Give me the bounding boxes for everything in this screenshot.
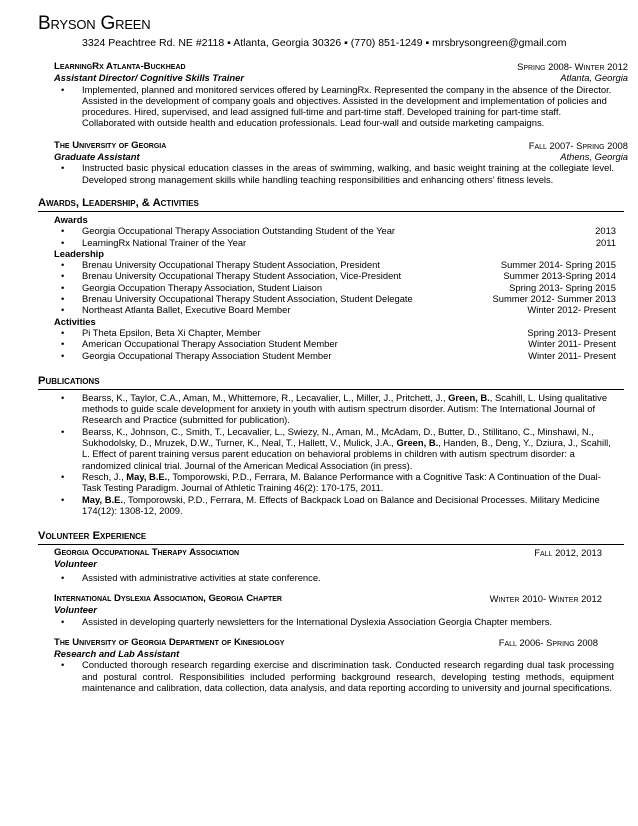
list-item: • Brenau University Occupational Therapy Student Association, Vice-President Summer 2013-Spring 2014 xyxy=(38,270,616,281)
organization-name: International Dyslexia Association, Georgia Chapter xyxy=(54,592,282,604)
volunteer-entry xyxy=(54,593,628,616)
contact-line: 3324 Peachtree Rd. NE #2118 ▪ Atlanta, Georgia 30326 ▪ (770) 851-1249 ▪ mrsbrysongreen@gmail.com xyxy=(82,37,567,49)
job-location: Athens, Georgia xyxy=(560,151,628,163)
experience-bullets xyxy=(38,162,628,185)
volunteer-bullets xyxy=(38,616,628,627)
volunteer-role: Research and Lab Assistant xyxy=(54,648,180,660)
volunteer-role: Volunteer xyxy=(54,558,97,570)
section-heading-publications: Publications xyxy=(38,375,624,390)
subsection-label: Awards xyxy=(54,213,88,225)
volunteer-dates: Winter 2010- Winter 2012 xyxy=(489,592,602,604)
section-heading-awards: Awards, Leadership, & Activities xyxy=(38,197,624,212)
list-item: • Brenau University Occupational Therapy Student Association, President Summer 2014- Spring 2015 xyxy=(38,259,616,270)
list-item: • Brenau University Occupational Therapy Student Association, Student Delegate Summer 2012- Summer 2013 xyxy=(38,293,616,304)
volunteer-entry xyxy=(54,547,628,570)
job-location: Atlanta, Georgia xyxy=(560,72,628,84)
experience-bullets xyxy=(38,84,628,129)
volunteer-role: Volunteer xyxy=(54,604,97,616)
publications-list xyxy=(38,392,628,516)
publication-item: • May, B.E., Tomporowski, P.D., Ferrara, M. Effects of Backpack Load on Balance and Decisional Processes. Military Medicine 174(12): 1308-12, 2009. xyxy=(38,494,614,517)
volunteer-bullets xyxy=(38,659,628,693)
list-item: • Georgia Occupation Therapy Association, Student Liaison Spring 2013- Spring 2015 xyxy=(38,282,616,293)
employer-name: The University of Georgia xyxy=(54,139,167,151)
subsection-label: Activities xyxy=(54,315,96,327)
list-item: • Georgia Occupational Therapy Association Student Member Winter 2011- Present xyxy=(38,350,616,361)
volunteer-bullets xyxy=(38,572,628,583)
bullet-item: • Instructed basic physical education classes in the areas of swimming, walking, and basic weight training at the collegiate level. Developed strong management skills while handling teaching responsibilities and enhancing others’ fitness levels. xyxy=(38,162,614,185)
publication-item: • Resch, J., May, B.E., Tomporowski, P.D., Ferrara, M. Balance Performance with a Cognitive Task: A Continuation of the Dual-Task Testing Paradigm. Journal of Athletic Training 46(2): 170-175, 2011. xyxy=(38,471,614,494)
experience-entry xyxy=(54,61,628,84)
volunteer-entry xyxy=(54,637,628,660)
employer-name: LearningRx Atlanta-Buckhead xyxy=(54,61,186,72)
section-heading-volunteer: Volunteer Experience xyxy=(38,530,624,545)
publication-item: • Bearss, K., Johnson, C., Smith, T., Lecavalier, L., Swiezy, N., Aman, M., McAdam, D., Butter, D., Stillitano, C., Minshawi, N., Sukhodolsky, D., Mruzek, D.W., Turner, K., Neal, T., Hallett, V., Mulick, J.A., Green, B., Handen, B., Deng, Y., Dziura, J., Scahill, L. Effect of parent training versus parent education on behavioral problems in children with autism spectrum disorder: a randomized clinical trial. Journal of the American Medical Association (in press). xyxy=(38,426,614,471)
bullet-item: • Assisted with administrative activities at state conference. xyxy=(38,572,614,583)
bullet-item: • Assisted in developing quarterly newsletters for the International Dyslexia Association Georgia Chapter members. xyxy=(38,616,614,627)
list-item: • American Occupational Therapy Association Student Member Winter 2011- Present xyxy=(38,338,616,349)
experience-entry xyxy=(54,140,628,163)
organization-name: Georgia Occupational Therapy Association xyxy=(54,547,240,559)
list-item: • Northeast Atlanta Ballet, Executive Board Member Winter 2012- Present xyxy=(38,304,616,315)
list-item: • Pi Theta Epsilon, Beta Xi Chapter, Member Spring 2013- Present xyxy=(38,327,616,338)
publication-item: • Bearss, K., Taylor, C.A., Aman, M., Whittemore, R., Lecavalier, L., Miller, J., Pritchett, J., Green, B., Scahill, L. Using qualitative methods to guide scale development for anxiety in youth with autism spectrum disorder. Autism: The International Journal of Research and Practice (submitted for publication). xyxy=(38,392,614,426)
activities-list xyxy=(38,327,628,361)
candidate-name: Bryson Green xyxy=(38,13,151,34)
bullet-item: • Implemented, planned and monitored services offered by LearningRx. Represented the company in the absence of the Director. Assisted in the development of company goals and objectives. Assisted in the development and implementation of policies and procedures. Hired, supervised, and lead assigned full-time and part-time staff. Developed training for part-time staff. Collaborated with outside health and education professionals. Lead four-wall and outside marketing campaigns. xyxy=(38,84,614,129)
list-item: • Georgia Occupational Therapy Association Outstanding Student of the Year 2013 xyxy=(38,225,616,236)
subsection-label: Leadership xyxy=(54,247,105,259)
job-title: Assistant Director/ Cognitive Skills Trainer xyxy=(54,72,244,84)
list-item: • LearningRx National Trainer of the Year 2011 xyxy=(38,237,616,248)
volunteer-dates: Fall 2012, 2013 xyxy=(534,547,602,559)
employment-dates: Fall 2007- Spring 2008 xyxy=(528,139,628,151)
volunteer-dates: Fall 2006- Spring 2008 xyxy=(498,636,598,648)
organization-name: The University of Georgia Department of Kinesiology xyxy=(54,636,285,648)
bullet-item: • Conducted thorough research regarding exercise and discrimination task. Conducted research regarding dual task processing and postural control. Responsibilities included performing background research, developing testing methods, equipment maintenance and calibration, data collection, data analysis, and data reporting according to university and journal specifications. xyxy=(38,659,614,693)
awards-list xyxy=(38,225,628,248)
job-title: Graduate Assistant xyxy=(54,151,140,163)
employment-dates: Spring 2008- Winter 2012 xyxy=(517,61,628,72)
leadership-list xyxy=(38,259,628,315)
